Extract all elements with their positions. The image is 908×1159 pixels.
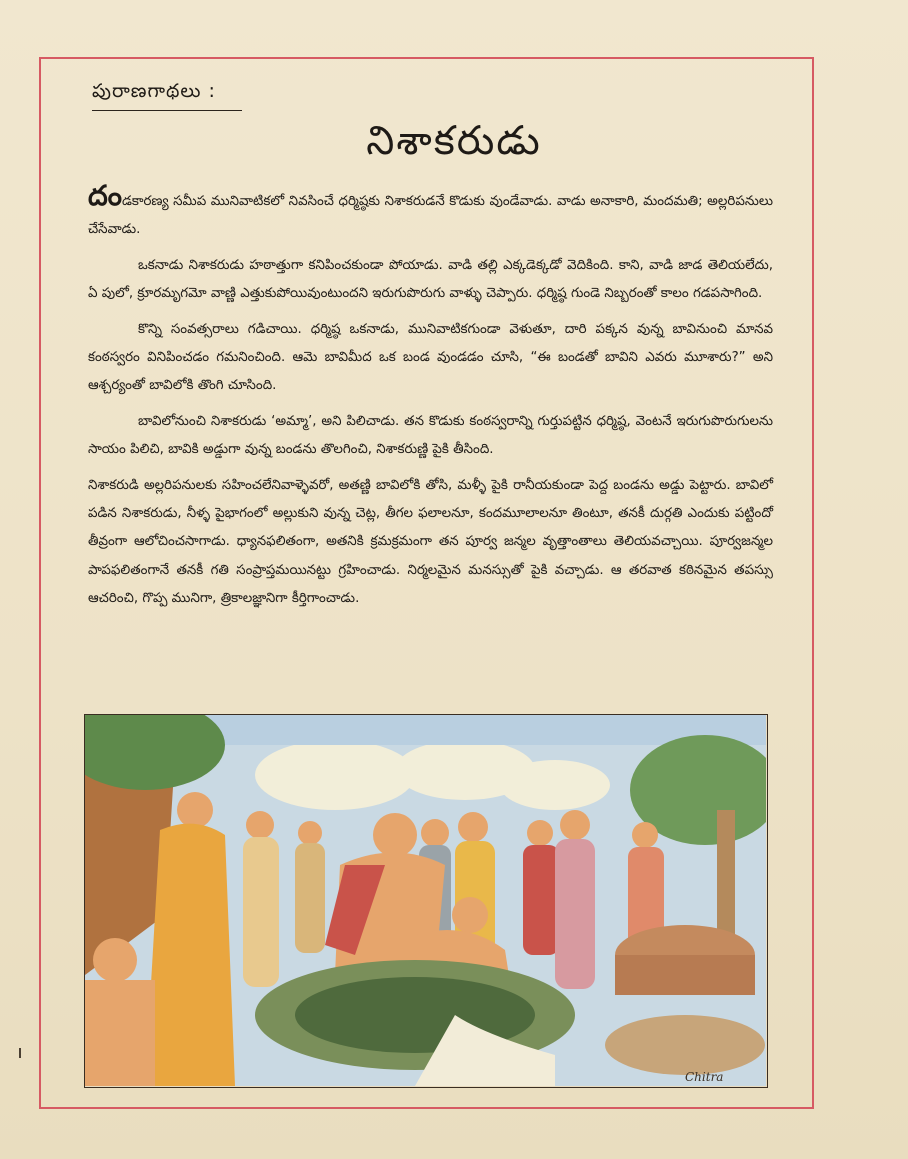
stone-slab-side <box>615 955 755 995</box>
paragraph-text: ఒకనాడు నిశాకరుడు హఠాత్తుగా కనిపించకుండా పోయాడు. వాడి తల్లి ఎక్కడెక్కడో వెదికింది. కాని, వాడి జాడ తెలియలేదు, ఏ పులో, క్రూరమృగమో వాణ్ణి ఎత్తుకుపోయివుంటుందని ఇరుగుపొరుగు వాళ్ళు చెప్పారు. ధర్మిష్ఠ గుండె నిబ్బరంతో కాలం గడపసాగింది. <box>88 257 773 302</box>
boy-head <box>452 897 488 933</box>
story-body <box>88 179 773 621</box>
paragraph <box>88 252 773 309</box>
child-head <box>93 938 137 982</box>
paragraph <box>88 179 773 245</box>
cloud <box>500 760 610 810</box>
artist-signature: Chitra <box>685 1070 724 1084</box>
villager-head <box>421 819 449 847</box>
rocks <box>605 1015 765 1075</box>
villager-body <box>555 839 595 989</box>
villager-head <box>458 812 488 842</box>
villager-body <box>295 843 325 953</box>
mother-head <box>177 792 213 828</box>
paragraph <box>88 408 773 465</box>
mother-sari <box>145 824 235 1086</box>
cloud <box>255 740 415 810</box>
story-illustration <box>84 714 768 1088</box>
section-underline <box>92 110 242 111</box>
sage-head <box>373 813 417 857</box>
paragraph-text: డకారణ్య సమీప మునివాటికలో నివసించే ధర్మిష్ఠకు నిశాకరుడనే కొడుకు వుండేవాడు. వాడు అనాకారి, మందమతి; అల్లరిపనులు చేసేవాడు. <box>88 194 773 238</box>
margin-mark <box>19 1048 21 1058</box>
villager-head <box>246 811 274 839</box>
villager-body <box>243 837 279 987</box>
villager-head <box>632 822 658 848</box>
section-label: పురాణగాథలు : <box>92 80 216 102</box>
villager-head <box>298 821 322 845</box>
villager-body <box>523 845 559 955</box>
child-body <box>85 980 155 1086</box>
story-title: నిశాకరుడు <box>366 118 542 164</box>
drop-cap: దం <box>88 179 122 212</box>
paragraph-text: నిశాకరుడి అల్లరిపనులకు సహించలేనివాళ్ళెవరో, అతణ్ణి బావిలోకి తోసి, మళ్ళీ పైకి రానీయకుండా పెద్ద బండను అడ్డు పెట్టారు. బావిలో పడిన నిశాకరుడు, నీళ్ళ పైభాగంలో అల్లుకుని వున్న చెట్ల, తీగల ఫలాలనూ, కందమూలాలనూ తింటూ, తనకీ దుర్గతి ఎందుకు పట్టిందో తీవ్రంగా ఆలోచించసాగాడు. ధ్యానఫలితంగా, అతనికి క్రమక్రమంగా తన పూర్వ జన్మల వృత్తాంతాలు తెలియవచ్చాయి. పూర్వజన్మల పాపఫలితంగానే తనకీ గతి సంప్రాప్తమయినట్టు గ్రహించాడు. నిర్మలమైన మనస్సుతో పైకి వచ్చాడు. ఆ తరవాత కఠినమైన తపస్సు ఆచరించి, గొప్ప మునిగా, త్రికాలజ్ఞానిగా కీర్తిగాంచాడు. <box>88 477 773 607</box>
paragraph-text: బావిలోనుంచి నిశాకరుడు ‘అమ్మా’, అని పిలిచాడు. తన కొడుకు కంఠస్వరాన్ని గుర్తుపట్టిన ధర్మిష్ఠ, వెంటనే ఇరుగుపొరుగులను సాయం పిలిచి, బావికి అడ్డుగా వున్న బండను తొలగించి, నిశాకరుణ్ణి పైకి తీసింది. <box>88 413 773 458</box>
paragraph <box>88 316 773 401</box>
villager-head <box>560 810 590 840</box>
paragraph-text: కొన్ని సంవత్సరాలు గడిచాయి. ధర్మిష్ఠ ఒకనాడు, మునివాటికగుండా వెళుతూ, దారి పక్కన వున్న బావినుంచి మానవ కంఠస్వరం వినిపించడం గమనించింది. ఆమె బావిమీద ఒక బండ వుండడం చూసి, “ఈ బండతో బావిని ఎవరు మూశారు?” అని ఆశ్చర్యంతో బావిలోకి తొంగి చూసింది. <box>88 321 773 394</box>
villager-head <box>527 820 553 846</box>
paragraph <box>88 472 773 614</box>
illustration-drawing <box>85 715 766 1086</box>
